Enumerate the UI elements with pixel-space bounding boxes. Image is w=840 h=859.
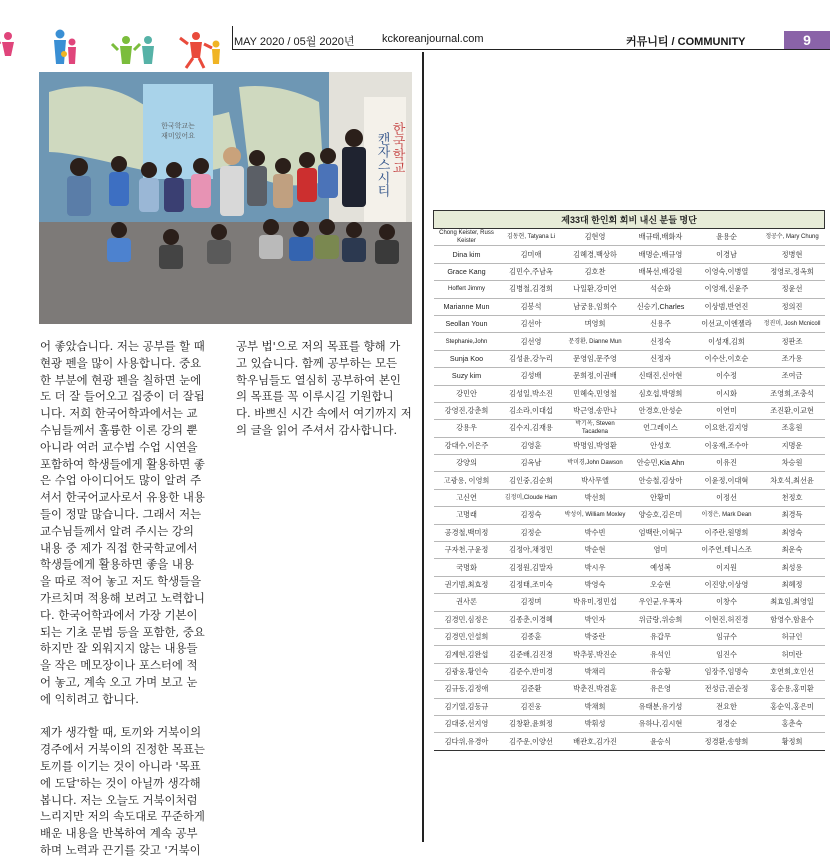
table-cell: 허규인: [760, 628, 825, 645]
table-cell: 최영숙: [760, 524, 825, 541]
article-line: 어 좋았습니다. 저는 공부를 할 때: [40, 339, 205, 353]
table-cell: Stephanie,John: [434, 333, 500, 350]
table-cell: 김정원,김말자: [500, 559, 563, 576]
table-cell: 박사무엘: [563, 472, 628, 489]
site-url[interactable]: kckoreanjournal.com: [382, 33, 484, 45]
table-cell: 정공수, Mary Chung: [760, 229, 825, 246]
table-cell: 최혜정: [760, 576, 825, 593]
article-line: 가르치며 적용해 보려고 노력합니: [40, 590, 205, 605]
article-line: 되는 기초 문법 등을 포함한, 중요: [40, 624, 205, 639]
table-cell: 박채희: [563, 698, 628, 715]
table-cell: 김선영: [500, 333, 563, 350]
article-line: 니다. 저희 한국어학과에서는 교: [40, 406, 198, 421]
table-cell: 김동현, Tatyana Li: [500, 229, 563, 246]
table-cell: 김광웅,황인숙: [434, 663, 500, 680]
table-cell: 공경철,백미정: [434, 524, 500, 541]
table-cell: 이상범,반연진: [694, 298, 760, 315]
table-cell: 안승철,김상아: [628, 472, 694, 489]
table-cell: 이경남: [694, 246, 760, 263]
table-cell: 이영숙,이병열: [694, 263, 760, 280]
page-header: [232, 31, 830, 49]
table-cell: 김기열,김동규: [434, 698, 500, 715]
table-cell: 임장주,임명숙: [694, 663, 760, 680]
table-cell: 조가용: [760, 350, 825, 367]
table-cell: 차호석,최선윤: [760, 472, 825, 489]
group-photo: [39, 72, 412, 324]
table-cell: 이주연,테니스조: [694, 542, 760, 559]
table-cell: 김정아,채정민: [500, 542, 563, 559]
table-row: [434, 455, 825, 472]
table-cell: 문영임,문주영: [563, 350, 628, 367]
table-cell: 김준환: [500, 681, 563, 698]
article-line: 다. 바쁘신 시간 속에서 여기까지 저: [236, 406, 412, 421]
table-row: [434, 420, 825, 437]
table-cell: 천정호: [760, 489, 825, 506]
table-cell: 조영희,조충석: [760, 385, 825, 402]
article-line: 하며 노력과 끈기를 갖고 '거북이: [40, 842, 201, 857]
table-cell: 이요한,김지영: [694, 420, 760, 437]
table-row: [434, 628, 825, 645]
table-cell: 김주운,이양선: [500, 733, 563, 750]
table-cell: 배관호,김가진: [563, 733, 628, 750]
section-title: 커뮤니티 / COMMUNITY: [626, 36, 746, 48]
table-cell: 나일환,강미연: [563, 281, 628, 298]
table-cell: 김계현,김완섭: [434, 646, 500, 663]
table-cell: 김옥남: [500, 455, 563, 472]
table-cell: 박춘진,박겸훈: [563, 681, 628, 698]
table-cell: 함영수,함윤수: [760, 611, 825, 628]
table-row: [434, 524, 825, 541]
table-cell: 김정태,조미숙: [500, 576, 563, 593]
table-cell: 이영재,신윤주: [694, 281, 760, 298]
table-cell: 김대중,선지영: [434, 715, 500, 732]
table-row: [434, 385, 825, 402]
article-line: 아니라 여러 교수법 수업 시연을: [40, 439, 198, 454]
table-row: [434, 489, 825, 506]
table-row: [434, 611, 825, 628]
table-cell: 조홍원: [760, 420, 825, 437]
article-line: 하지만 잘 외워지지 않는 내용들: [40, 641, 198, 656]
table-cell: Hoffert Jimmy: [434, 281, 500, 298]
table-cell: 박유미,정민섭: [563, 594, 628, 611]
table-cell: 엄백란,이혁구: [628, 524, 694, 541]
article-line: 공부 법'으로 저의 목표를 향해 가: [236, 339, 401, 353]
table-cell: 박인자: [563, 611, 628, 628]
table-cell: 조여금: [760, 368, 825, 385]
article-line: 토끼를 이기는 것이 아니라 '목표: [40, 758, 201, 773]
article-line: 경주에서 거북이의 진정한 목표는: [40, 742, 205, 757]
article-line: 학생들에게 활용하면 좋을 내용: [40, 557, 194, 572]
dancing-figure-icon: [180, 32, 220, 68]
table-cell: 김종훈: [500, 628, 563, 645]
table-cell: 이윤정,이대혁: [694, 472, 760, 489]
table-cell: 김성일,박소진: [500, 385, 563, 402]
table-cell: 유태분,유기성: [628, 698, 694, 715]
table-cell: 임규수: [694, 628, 760, 645]
table-cell: 안성호: [628, 437, 694, 454]
table-cell: 오승현: [628, 576, 694, 593]
table-cell: 민혜숙,민영철: [563, 385, 628, 402]
table-cell: 며영희: [563, 315, 628, 332]
table-cell: 안승민,Kia Ahn: [628, 455, 694, 472]
table-cell: 강양의: [434, 455, 500, 472]
table-cell: 강영진,강춘희: [434, 402, 500, 419]
figure-1-icon: [0, 32, 14, 56]
table-cell: 김종춘,이경혜: [500, 611, 563, 628]
article-column-2: [236, 338, 416, 439]
table-cell: 유갑무: [628, 628, 694, 645]
table-cell: 박명임,박영환: [563, 437, 628, 454]
table-cell: 권기범,최효정: [434, 576, 500, 593]
table-cell: 김정순: [500, 524, 563, 541]
table-row: [434, 263, 825, 280]
article-line: 포함하여 학생들에게 활용하면 좋: [40, 456, 205, 471]
table-cell: 이창수: [694, 594, 760, 611]
table-cell: 정병현: [760, 246, 825, 263]
table-cell: 김현영: [563, 229, 628, 246]
table-cell: 임진수: [694, 646, 760, 663]
table-cell: 김미애: [500, 246, 563, 263]
table-cell: 이유진: [694, 455, 760, 472]
table-cell: 김병철,김경희: [500, 281, 563, 298]
table-cell: 김정며: [500, 594, 563, 611]
table-cell: 박수빈: [563, 524, 628, 541]
article-line: 느리지만 저의 속도대로 꾸준하게: [40, 809, 205, 824]
table-cell: 전요한: [694, 698, 760, 715]
table-cell: 이진양,이상영: [694, 576, 760, 593]
table-cell: 심호섭,박명희: [628, 385, 694, 402]
table-cell: 김성윤,강누리: [500, 350, 563, 367]
table-cell: 박영숙: [563, 576, 628, 593]
table-cell: Grace Kang: [434, 263, 500, 280]
table-cell: 정경환,송향희: [694, 733, 760, 750]
table-cell: 염미: [628, 542, 694, 559]
table-cell: 정진미, Josh Mcnicoll: [760, 315, 825, 332]
table-cell: 예성복: [628, 559, 694, 576]
table-cell: 박선희: [563, 489, 628, 506]
table-cell: 호연희,호인선: [760, 663, 825, 680]
table-cell: 이선교,이엔젤라: [694, 315, 760, 332]
article-line: 에 익히려고 합니다.: [40, 691, 139, 706]
table-cell: 배규태,배화자: [628, 229, 694, 246]
table-cell: 김준배,김진경: [500, 646, 563, 663]
table-row: [434, 594, 825, 611]
table-title: 제33대 한인회 회비 내신 분들 명단: [434, 211, 825, 229]
table-cell: 김봉석: [500, 298, 563, 315]
table-cell: 신용주: [628, 315, 694, 332]
community-logo-strip: [0, 24, 230, 72]
table-cell: 이현진,허진경: [694, 611, 760, 628]
article-line: 도 더 잘 들어오고 집중이 더 잘됩: [40, 389, 205, 404]
article-line: 들이 정말 많습니다. 그래서 저는: [40, 506, 202, 521]
table-cell: 이정은, Mark Dean: [694, 507, 760, 524]
table-cell: 이시화: [694, 385, 760, 402]
table-cell: 강용우: [434, 420, 500, 437]
table-cell: 강대수,이은주: [434, 437, 500, 454]
table-cell: 윤승식: [628, 733, 694, 750]
table-cell: 김다위,유경아: [434, 733, 500, 750]
table-cell: 문희정,이권배: [563, 368, 628, 385]
article-line: 한 부분에 현광 펜을 칠하면 눈에: [40, 372, 202, 387]
table-cell: 조진환,이교현: [760, 402, 825, 419]
article-line: 봅니다. 저는 오늘도 거북이처럼: [40, 792, 198, 807]
page-number: 9: [784, 31, 830, 49]
table-cell: 김진웅: [500, 698, 563, 715]
table-cell: 최효임,최영일: [760, 594, 825, 611]
table-cell: 김선아: [500, 315, 563, 332]
table-cell: 이성재,김희: [694, 333, 760, 350]
table-cell: 홍순익,홍은미: [760, 698, 825, 715]
table-cell: 박추봉,박진순: [563, 646, 628, 663]
table-cell: 신승기,Charles: [628, 298, 694, 315]
table-cell: 김인중,김순희: [500, 472, 563, 489]
table-cell: 김정미,Cloude Ham: [500, 489, 563, 506]
table-cell: Seollan Youn: [434, 315, 500, 332]
table-cell: 황정희: [760, 733, 825, 750]
table-row: [434, 698, 825, 715]
article-line: 교수님들께서 알려 주시는 강의: [40, 523, 194, 538]
article-line: 배운 내용을 반복하여 계속 공부: [40, 826, 198, 841]
article-line: 은 수업 아이디어도 많이 알려 주: [40, 473, 202, 488]
table-cell: 고명래: [434, 507, 500, 524]
table-cell: 박휘성: [563, 715, 628, 732]
table-cell: 정윤선: [760, 281, 825, 298]
table-cell: 남궁용,임희수: [563, 298, 628, 315]
table-cell: 유하나,김시현: [628, 715, 694, 732]
table-cell: 김영훈: [500, 437, 563, 454]
table-cell: 전성금,권순정: [694, 681, 760, 698]
table-cell: 김성배: [500, 368, 563, 385]
article-line: 의 글을 읽어 주셔서 감사합니다.: [236, 422, 398, 437]
table-cell: 김소라,이대섭: [500, 402, 563, 419]
table-cell: 권사론: [434, 594, 500, 611]
table-cell: 고신연: [434, 489, 500, 506]
article-line: 을 작은 메모장이나 포스터에 적: [40, 658, 198, 673]
table-cell: 이정선: [694, 489, 760, 506]
svg-text:재미있어요: 재미있어요: [161, 132, 195, 140]
table-cell: 문경환, Dianne Mun: [563, 333, 628, 350]
article-line: 현광 펜을 많이 사용합니다. 중요: [40, 355, 202, 370]
table-cell: 이웅재,조수아: [694, 437, 760, 454]
table-row: [434, 715, 825, 732]
table-cell: 최성용: [760, 559, 825, 576]
table-cell: 정영로,정옥희: [760, 263, 825, 280]
table-row: [434, 368, 825, 385]
table-cell: Dina kim: [434, 246, 500, 263]
header-rule: [232, 49, 830, 50]
table-cell: 이수정: [694, 368, 760, 385]
table-row: [434, 402, 825, 419]
table-cell: 박미경,John Dawson: [563, 455, 628, 472]
table-cell: 석순화: [628, 281, 694, 298]
donor-list-table: [433, 210, 824, 746]
table-cell: 정판조: [760, 333, 825, 350]
table-row: [434, 281, 825, 298]
table-cell: 차승원: [760, 455, 825, 472]
table-cell: 지명운: [760, 437, 825, 454]
table-cell: 유석인: [628, 646, 694, 663]
table-cell: 양승호,김은미: [628, 507, 694, 524]
family-figure-icon: [54, 30, 76, 65]
column-divider: [422, 52, 424, 842]
table-cell: 고광용, 이영희: [434, 472, 500, 489]
table-row: [434, 315, 825, 332]
article-line: 에 도달'하는 것이 아닐까 생각해: [40, 775, 201, 790]
table-cell: 신정자: [628, 350, 694, 367]
article-line: 다. 한국어학과에서 가장 기본이: [40, 607, 198, 622]
banner-right-text: 캔자스시티: [374, 132, 390, 197]
table-row: [434, 507, 825, 524]
table-row: [434, 298, 825, 315]
table-cell: Marianne Mun: [434, 298, 500, 315]
table-cell: 배명순,배규영: [628, 246, 694, 263]
table-cell: 안황미: [628, 489, 694, 506]
table-row: [434, 437, 825, 454]
table-cell: 박기옥, Steven Tacadena: [563, 420, 628, 437]
table-cell: Suzy kim: [434, 368, 500, 385]
table-cell: 박시우: [563, 559, 628, 576]
article-line: 의 목표를 꼭 이루시길 기원합니: [236, 389, 394, 404]
table-cell: 신태진,신아현: [628, 368, 694, 385]
article-column-1: [40, 338, 236, 859]
table-cell: 안경호,안성순: [628, 402, 694, 419]
table-cell: 김정숙: [500, 507, 563, 524]
table-cell: Chong Keister, Russ Keister: [434, 229, 500, 246]
table-row: [434, 663, 825, 680]
table-row: [434, 472, 825, 489]
table-cell: 강민안: [434, 385, 500, 402]
table-cell: 김민수,주남옥: [500, 263, 563, 280]
table-cell: 김준수,반미경: [500, 663, 563, 680]
table-cell: 김호찬: [563, 263, 628, 280]
table-cell: 홍순용,홍미환: [760, 681, 825, 698]
table-row: [434, 542, 825, 559]
svg-text:한국학교: 한국학교: [389, 122, 405, 174]
table-cell: 이지원: [694, 559, 760, 576]
table-cell: 우인균,우폭자: [628, 594, 694, 611]
article-line: 제가 생각할 때, 토끼와 거북이의: [40, 725, 202, 740]
table-cell: 위금랑,위승희: [628, 611, 694, 628]
table-cell: 구자천,구윤정: [434, 542, 500, 559]
table-row: [434, 559, 825, 576]
article-line: 어 놓고, 계속 오고 가며 보고 눈: [40, 674, 198, 689]
article-line: 셔서 한국어교사로서 유용한 내용: [40, 490, 205, 505]
table-row: [434, 576, 825, 593]
issue-date: MAY 2020 / 05월 2020년: [234, 36, 355, 48]
article-line: 수님들께서 훌륭한 이론 강의 뿐: [40, 422, 198, 437]
table-cell: 홍춘숙: [760, 715, 825, 732]
table-cell: 유은영: [628, 681, 694, 698]
table-cell: 정의진: [760, 298, 825, 315]
article-line: 내용 중 제가 직접 한국학교에서: [40, 540, 198, 555]
article-line: 을 따로 적어 놓고 저도 학생들을: [40, 574, 202, 589]
table-cell: 박성이, William Moxley: [563, 507, 628, 524]
table-cell: 박순현: [563, 542, 628, 559]
table-cell: 김수지,김재용: [500, 420, 563, 437]
table-cell: 허미란: [760, 646, 825, 663]
table-cell: 박근영,송만나: [563, 402, 628, 419]
table-cell: 최운숙: [760, 542, 825, 559]
table-row: [434, 646, 825, 663]
table-cell: 언그레이스: [628, 420, 694, 437]
table-cell: 김혜경,백상하: [563, 246, 628, 263]
table-cell: 박채리: [563, 663, 628, 680]
table-cell: 이주란,원명희: [694, 524, 760, 541]
table-row: [434, 229, 825, 246]
table-cell: 이연미: [694, 402, 760, 419]
article-line: [40, 708, 236, 725]
children-figure-icon: [112, 36, 154, 64]
table-row: [434, 681, 825, 698]
table-row: [434, 246, 825, 263]
table-cell: 이수산,이호순: [694, 350, 760, 367]
table-cell: 김경민,인설희: [434, 628, 500, 645]
table-cell: 신정숙: [628, 333, 694, 350]
table-cell: 박중란: [563, 628, 628, 645]
table-row: [434, 350, 825, 367]
article-line: 학우님들도 열심히 공부하여 본인: [236, 372, 401, 387]
table-cell: 유승황: [628, 663, 694, 680]
table-row: [434, 733, 825, 750]
table-cell: 윤용순: [694, 229, 760, 246]
table-cell: 국명화: [434, 559, 500, 576]
article-line: 고 있습니다. 함께 공부하는 모든: [236, 355, 398, 370]
table-cell: Sunja Koo: [434, 350, 500, 367]
table-cell: 정경순: [694, 715, 760, 732]
table-cell: 김경민,심정은: [434, 611, 500, 628]
table-cell: 최경득: [760, 507, 825, 524]
banner-left-text: 한국학교는: [161, 122, 195, 130]
table-cell: 배복선,배강원: [628, 263, 694, 280]
table-row: [434, 333, 825, 350]
table-cell: 김창환,윤희정: [500, 715, 563, 732]
table-cell: 김규동,김정애: [434, 681, 500, 698]
